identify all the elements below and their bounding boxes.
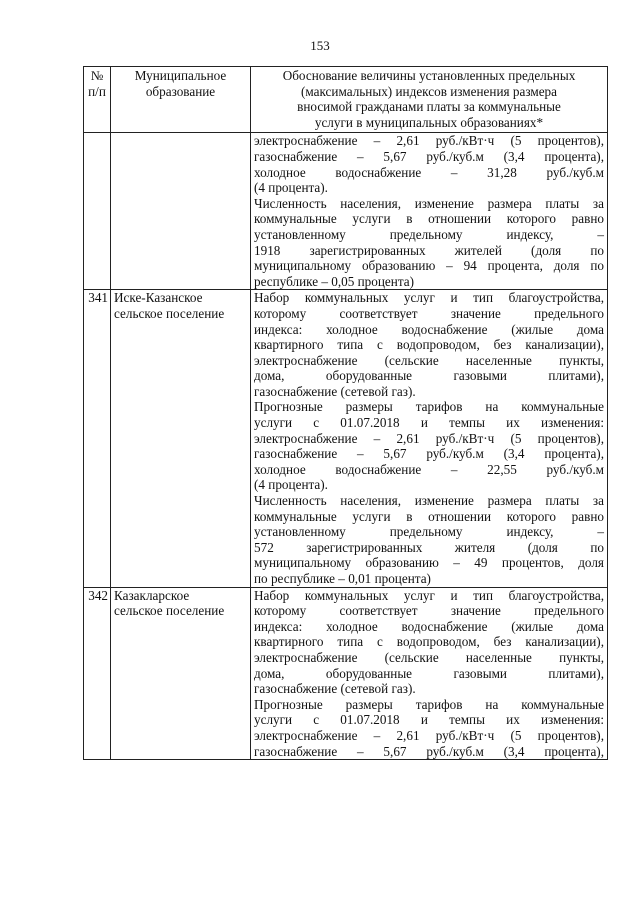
header-municipality-line: образование [145, 83, 216, 99]
basis-line: (4 процента). [254, 180, 328, 196]
header-number-line: п/п [88, 83, 106, 99]
basis-line: которому соответствует значение предельного [254, 305, 604, 321]
basis-line: муниципальному образованию – 49 процентов, доля [254, 555, 604, 571]
basis-line: которому соответствует значение предельного [254, 603, 604, 619]
basis-line: Прогнозные размеры тарифов на коммунальные [254, 399, 604, 415]
basis-line: электроснабжение (сельские населенные пункты, [254, 352, 604, 368]
header-basis [251, 67, 608, 133]
basis-cell [251, 587, 608, 760]
basis-line: коммунальные услуги в отношении которого равно [254, 211, 604, 227]
municipality-name-line: Иске-Казанское [114, 290, 203, 306]
header-basis-line: услуги в муниципальных образованиях* [314, 114, 544, 130]
page-number: 153 [310, 38, 330, 53]
basis-line: муниципальному образованию – 94 процента, доля по [254, 258, 604, 274]
basis-line: дома, оборудованные газовыми плитами), [254, 368, 604, 384]
header-basis-line: (максимальных) индексов изменения размера [300, 83, 557, 99]
header-municipality-line: Муниципальное [134, 68, 227, 83]
basis-line: электроснабжение – 2,61 руб./кВт·ч (5 процентов), [254, 133, 604, 149]
header-number-line: № [90, 68, 104, 83]
basis-paragraph [254, 697, 604, 759]
table-body [84, 133, 608, 760]
basis-line: электроснабжение – 2,61 руб./кВт·ч (5 процентов), [254, 727, 604, 743]
basis-line: по республике – 0,01 процента) [254, 571, 431, 586]
basis-line: электроснабжение (сельские населенные пункты, [254, 649, 604, 665]
basis-paragraph [254, 399, 604, 493]
basis-line: Численность населения, изменение размера платы за [254, 195, 604, 211]
basis-line: услуги с 01.07.2018 и темпы их изменения: [254, 712, 604, 728]
basis-line: Набор коммунальных услуг и тип благоустройства, [254, 587, 604, 603]
basis-paragraph [254, 588, 604, 697]
basis-line: коммунальные услуги в отношении которого равно [254, 508, 604, 524]
basis-line: Численность населения, изменение размера платы за [254, 493, 604, 509]
table-row [84, 133, 608, 290]
row-number: 341 [84, 290, 111, 587]
basis-line: квартирного типа с водопроводом, без канализации), [254, 634, 604, 650]
basis-cell [251, 133, 608, 290]
tariff-index-table [83, 66, 608, 760]
basis-line: холодное водоснабжение – 22,55 руб./куб.м [254, 461, 604, 477]
municipality-name-line: Казакларское [114, 587, 190, 603]
basis-line: (4 процента). [254, 477, 328, 493]
header-municipality [111, 67, 251, 133]
basis-line: газоснабжение (сетевой газ). [254, 383, 416, 399]
basis-line: дома, оборудованные газовыми плитами), [254, 665, 604, 681]
table-row [84, 290, 608, 587]
basis-line: республике – 0,05 процента) [254, 273, 415, 289]
row-number [84, 133, 111, 290]
municipality-name-line: сельское поселение [114, 603, 225, 619]
basis-line: газоснабжение – 5,67 руб./куб.м (3,4 процента), [254, 446, 604, 462]
basis-paragraph [254, 493, 604, 587]
municipality-cell [111, 587, 251, 760]
table-row [84, 587, 608, 760]
basis-line: электроснабжение – 2,61 руб./кВт·ч (5 процентов), [254, 430, 604, 446]
basis-line: Прогнозные размеры тарифов на коммунальные [254, 696, 604, 712]
basis-line: 572 зарегистрированных жителя (доля по [254, 539, 604, 555]
basis-line: установленному предельному индексу, – [254, 226, 604, 242]
basis-paragraph [254, 290, 604, 399]
header-basis-line: Обоснование величины установленных предельных [282, 68, 576, 83]
basis-line: установленному предельному индексу, – [254, 524, 604, 540]
table-header-row [84, 67, 608, 133]
basis-line: услуги с 01.07.2018 и темпы их изменения: [254, 415, 604, 431]
basis-cell [251, 290, 608, 587]
header-number [84, 67, 111, 133]
basis-line: индекса: холодное водоснабжение (жилые дома [254, 618, 604, 634]
basis-line: квартирного типа с водопроводом, без канализации), [254, 337, 604, 353]
municipality-cell [111, 290, 251, 587]
basis-line: холодное водоснабжение – 31,28 руб./куб.м [254, 164, 604, 180]
basis-line: газоснабжение – 5,67 руб./куб.м (3,4 процента), [254, 743, 604, 759]
municipality-name-line: сельское поселение [114, 305, 225, 321]
municipality-cell [111, 133, 251, 290]
basis-line: 1918 зарегистрированных жителей (доля по [254, 242, 604, 258]
basis-line: газоснабжение (сетевой газ). [254, 681, 416, 697]
basis-paragraph [254, 196, 604, 290]
basis-line: газоснабжение – 5,67 руб./куб.м (3,4 процента), [254, 148, 604, 164]
row-number: 342 [84, 587, 111, 760]
basis-paragraph [254, 133, 604, 195]
header-basis-line: вносимой гражданами платы за коммунальные [297, 99, 561, 115]
basis-line: индекса: холодное водоснабжение (жилые дома [254, 321, 604, 337]
basis-line: Набор коммунальных услуг и тип благоустройства, [254, 290, 604, 306]
